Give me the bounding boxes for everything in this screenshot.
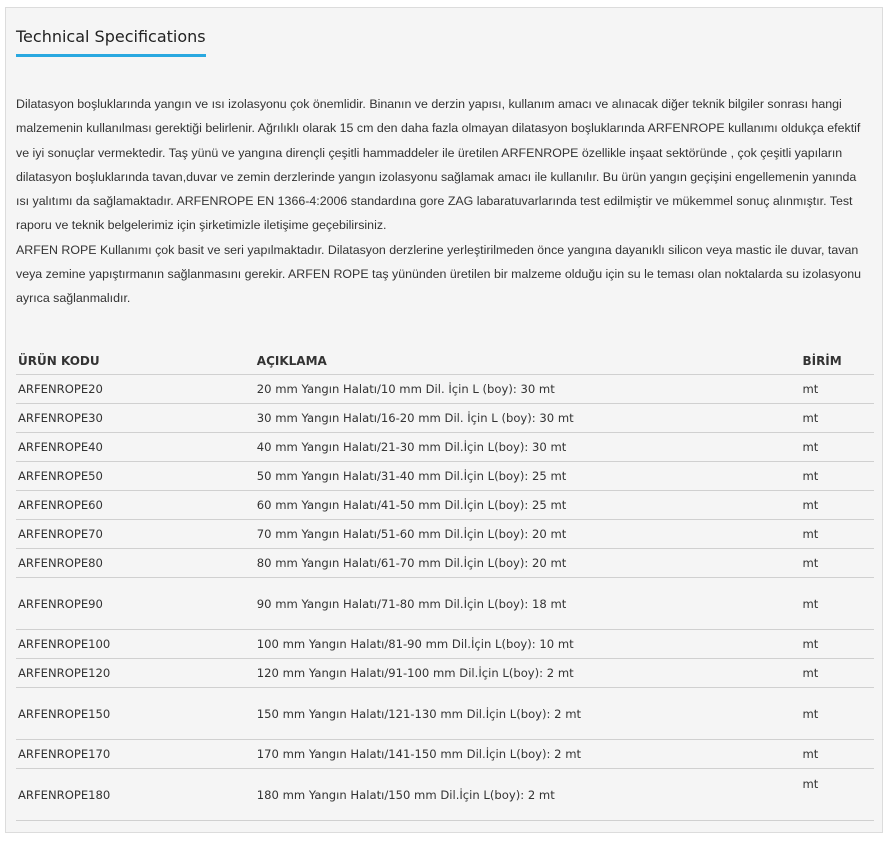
cell-code: ARFENROPE150	[16, 688, 255, 740]
header-unit: BİRİM	[800, 348, 874, 375]
cell-unit: mt	[800, 520, 874, 549]
table-row	[16, 520, 874, 549]
cell-code: ARFENROPE70	[16, 520, 255, 549]
cell-unit: mt	[800, 375, 874, 404]
cell-description: 150 mm Yangın Halatı/121-130 mm Dil.İçin L(boy): 2 mt	[255, 688, 801, 740]
table-row	[16, 688, 874, 740]
cell-description: 120 mm Yangın Halatı/91-100 mm Dil.İçin L(boy): 2 mt	[255, 659, 801, 688]
cell-unit: mt	[800, 433, 874, 462]
cell-description: 180 mm Yangın Halatı/150 mm Dil.İçin L(boy): 2 mt	[255, 769, 801, 821]
cell-code: ARFENROPE40	[16, 433, 255, 462]
header-description: AÇIKLAMA	[255, 348, 801, 375]
tab-panel	[5, 7, 883, 833]
cell-description: 20 mm Yangın Halatı/10 mm Dil. İçin L (boy): 30 mt	[255, 375, 801, 404]
cell-description: 100 mm Yangın Halatı/81-90 mm Dil.İçin L(boy): 10 mt	[255, 630, 801, 659]
cell-code: ARFENROPE120	[16, 659, 255, 688]
cell-unit: mt	[800, 740, 874, 769]
cell-unit: mt	[800, 688, 874, 740]
cell-unit: mt	[800, 630, 874, 659]
cell-description: 60 mm Yangın Halatı/41-50 mm Dil.İçin L(boy): 25 mt	[255, 491, 801, 520]
cell-unit: mt	[800, 578, 874, 630]
cell-description: 90 mm Yangın Halatı/71-80 mm Dil.İçin L(boy): 18 mt	[255, 578, 801, 630]
cell-description: 40 mm Yangın Halatı/21-30 mm Dil.İçin L(boy): 30 mt	[255, 433, 801, 462]
cell-code: ARFENROPE90	[16, 578, 255, 630]
table-row	[16, 659, 874, 688]
cell-unit: mt	[800, 462, 874, 491]
cell-code: ARFENROPE20	[16, 375, 255, 404]
cell-description: 80 mm Yangın Halatı/61-70 mm Dil.İçin L(boy): 20 mt	[255, 549, 801, 578]
cell-code: ARFENROPE80	[16, 549, 255, 578]
tab-technical-specifications[interactable]: Technical Specifications	[16, 27, 206, 57]
description	[16, 92, 872, 311]
cell-unit: mt	[800, 769, 874, 821]
table-row	[16, 433, 874, 462]
table-row	[16, 375, 874, 404]
cell-code: ARFENROPE100	[16, 630, 255, 659]
cell-description: 30 mm Yangın Halatı/16-20 mm Dil. İçin L (boy): 30 mt	[255, 404, 801, 433]
cell-code: ARFENROPE170	[16, 740, 255, 769]
table-row	[16, 769, 874, 821]
table-row	[16, 578, 874, 630]
table-row	[16, 491, 874, 520]
cell-code: ARFENROPE60	[16, 491, 255, 520]
table-row	[16, 462, 874, 491]
cell-unit: mt	[800, 659, 874, 688]
cell-description: 70 mm Yangın Halatı/51-60 mm Dil.İçin L(boy): 20 mt	[255, 520, 801, 549]
cell-code: ARFENROPE180	[16, 769, 255, 821]
cell-code: ARFENROPE50	[16, 462, 255, 491]
cell-description: 50 mm Yangın Halatı/31-40 mm Dil.İçin L(boy): 25 mt	[255, 462, 801, 491]
cell-unit: mt	[800, 549, 874, 578]
table-row	[16, 740, 874, 769]
cell-code: ARFENROPE30	[16, 404, 255, 433]
table-row	[16, 549, 874, 578]
spec-table	[16, 348, 874, 821]
table-row	[16, 404, 874, 433]
description-paragraph: Dilatasyon boşluklarında yangın ve ısı izolasyonu çok önemlidir. Binanın ve derzin yapısı, kullanım amacı ve alınacak diğer teknik bilgiler sonrası hangi malzemenin kullanılması gerektiği belirlenir. Ağrılıklı olarak 15 cm den daha fazla olmayan dilatasyon boşluklarında ARFENROPE kullanımı oldukça efektif ve iyi sonuçlar vermektedir. Taş yünü ve yangına dirençli çeşitli hammaddeler ile üretilen ARFENROPE özellikle inşaat sektöründe , çok çeşitli yapıların dilatasyon boşluklarında tavan,duvar ve zemin derzlerinde yangın izolasyonu sağlamak amacı ile kullanılır. Bu ürün yangın geçişini engellemenin yanında ısı yalıtımı da sağlamaktadır. ARFENROPE EN 1366-4:2006 standardına gore ZAG labaratuvarlarında test edilmiştir ve mükemmel sonuç alınmıştır. Test raporu ve teknik belgelerimiz için şirketimizle iletişime geçebilirsiniz.	[16, 97, 861, 233]
table-row	[16, 630, 874, 659]
table-header-row	[16, 348, 874, 375]
cell-unit: mt	[800, 404, 874, 433]
description-paragraph: ARFEN ROPE Kullanımı çok basit ve seri yapılmaktadır. Dilatasyon derzlerine yerleştirilmeden önce yangına dayanıklı silicon veya mastic ile duvar, tavan veya zemine yapıştırmanın sağlanmasını gerekir. ARFEN ROPE taş yününden üretilen bir malzeme olduğu için su le teması olan noktalarda su izolasyonu ayrıca sağlanmalıdır.	[16, 242, 862, 306]
cell-unit: mt	[800, 491, 874, 520]
header-product-code: ÜRÜN KODU	[16, 348, 255, 375]
cell-description: 170 mm Yangın Halatı/141-150 mm Dil.İçin L(boy): 2 mt	[255, 740, 801, 769]
